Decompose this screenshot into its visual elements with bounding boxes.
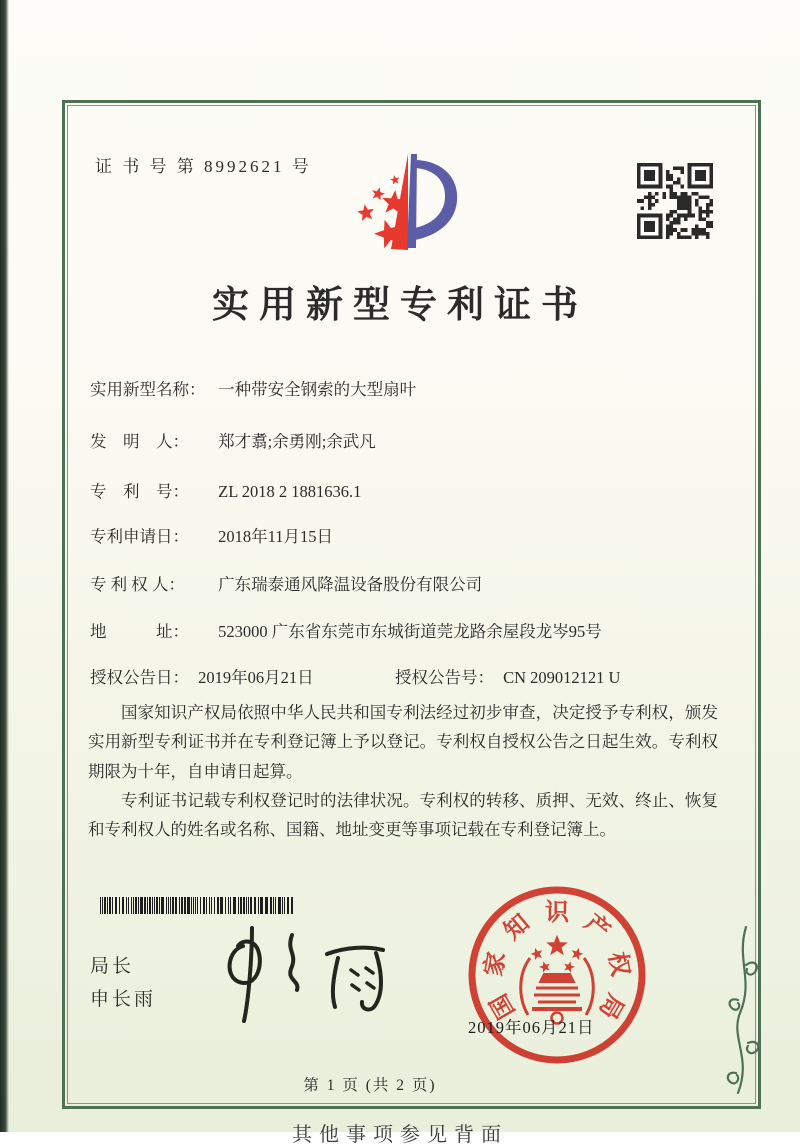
director-signature bbox=[215, 922, 405, 1027]
legal-paragraphs bbox=[88, 698, 718, 845]
field-label: 发 明 人： bbox=[90, 432, 189, 451]
page-number: 第 1 页 (共 2 页) bbox=[303, 1077, 437, 1094]
qr-code-icon bbox=[637, 163, 713, 239]
field-row-patentee bbox=[90, 571, 482, 595]
field-row-patent-no bbox=[90, 478, 361, 502]
official-seal-icon bbox=[466, 884, 648, 1066]
field-label: 授权公告号： bbox=[395, 668, 494, 687]
field-label: 实用新型名称： bbox=[90, 380, 206, 399]
back-side-note: 其他事项参见背面 bbox=[292, 1124, 508, 1146]
field-label: 地 址： bbox=[90, 622, 189, 641]
director-name: 申长雨 bbox=[90, 989, 157, 1011]
director-title: 局长 bbox=[90, 956, 135, 977]
svg-text:知: 知 bbox=[499, 909, 535, 946]
field-value: 523000 广东省东莞市东城街道莞龙路余屋段龙岑95号 bbox=[218, 622, 602, 641]
field-row-filing-date bbox=[90, 523, 333, 547]
cnipa-logo-icon bbox=[345, 148, 465, 266]
field-value: 一种带安全钢索的大型扇叶 bbox=[218, 380, 417, 399]
field-label: 专利申请日： bbox=[90, 527, 189, 546]
field-value: 郑才翥;余勇刚;余武凡 bbox=[218, 432, 376, 451]
field-row-address bbox=[90, 618, 602, 642]
scan-edge bbox=[0, 0, 9, 1132]
svg-text:局: 局 bbox=[593, 989, 628, 1023]
field-label: 授权公告日： bbox=[90, 668, 189, 687]
vine-ornament-icon bbox=[722, 925, 764, 1100]
field-value: CN 209012121 U bbox=[503, 668, 621, 687]
paragraph: 专利证书记载专利权登记时的法律状况。专利权的转移、质押、无效、终止、恢复和专利权人的姓名或名称、国籍、地址变更等事项记载在专利登记簿上。 bbox=[88, 791, 718, 840]
director-block bbox=[90, 950, 156, 1017]
certificate-title: 实用新型专利证书 bbox=[212, 285, 588, 326]
field-label: 专 利 号： bbox=[90, 482, 189, 501]
svg-text:家: 家 bbox=[481, 950, 511, 979]
field-value: ZL 2018 2 1881636.1 bbox=[218, 482, 362, 501]
national-emblem bbox=[521, 936, 594, 1024]
field-value: 2018年11月15日 bbox=[218, 527, 334, 546]
svg-text:国: 国 bbox=[486, 989, 521, 1023]
field-row-grant bbox=[90, 664, 621, 688]
barcode-icon bbox=[100, 897, 295, 914]
seal-date: 2019年06月21日 bbox=[468, 1018, 595, 1037]
field-value: 广东瑞泰通风降温设备股份有限公司 bbox=[218, 575, 483, 594]
field-value: 2019年06月21日 bbox=[198, 668, 314, 687]
field-label: 专 利 权 人： bbox=[90, 575, 185, 594]
paragraph: 国家知识产权局依照中华人民共和国专利法经过初步审查，决定授予专利权，颁发实用新型专利证书并在专利登记簿上予以登记。专利权自授权公告之日起生效。专利权期限为十年，自申请日起算。 bbox=[88, 703, 718, 781]
svg-text:权: 权 bbox=[603, 950, 633, 979]
certificate-number: 证 书 号 第 8992621 号 bbox=[95, 157, 312, 176]
field-row-name bbox=[90, 376, 416, 400]
field-row-inventor bbox=[90, 428, 376, 452]
field-grant-no bbox=[395, 664, 620, 688]
svg-text:产: 产 bbox=[579, 909, 615, 946]
svg-text:识: 识 bbox=[545, 900, 569, 926]
